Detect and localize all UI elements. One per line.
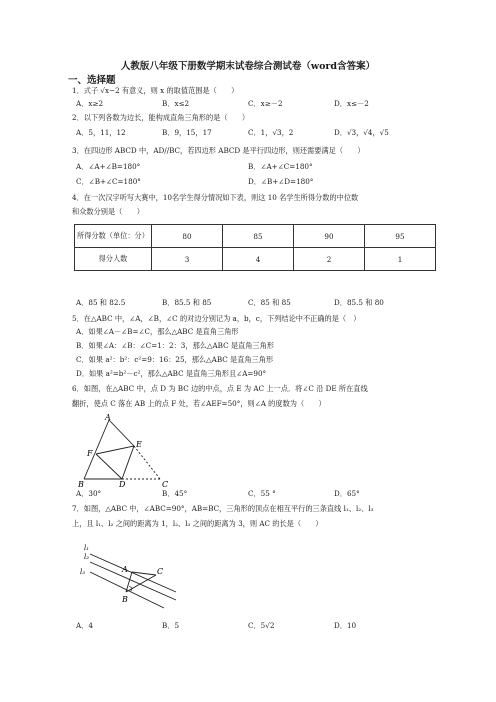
table-cell: 95 [365, 225, 436, 248]
q5-option-b: B．如果∠A：∠B：∠C=1：2：3，那么△ABC 是直角三角形 [76, 341, 274, 350]
table-cell: 85 [223, 225, 294, 248]
q3-option-a: A．∠A+∠B=180° [76, 162, 141, 171]
line-label-l2: l₂ [84, 553, 90, 561]
point-label-e: E [136, 440, 142, 449]
point-label-c: C [157, 567, 164, 576]
q7-stem-line1: 7．如图，△ABC 中，∠ABC=90°，AB=BC，三角形的顶点在相互平行的三条直线 l₁、l₂、l₃ [72, 504, 374, 513]
table-cell: 2 [294, 248, 365, 271]
q2-stem: 2．以下列各数为边长，能构成直角三角形的是（ ） [72, 113, 250, 122]
table-cell: 90 [294, 225, 365, 248]
q4-option-d: D．85.5 和 80 [334, 298, 384, 307]
q2-option-b: B．9，15，17 [162, 128, 212, 137]
q2-option-d: D．√3，√4，√5 [334, 128, 389, 137]
line-label-l3: l₃ [80, 568, 86, 576]
q7-option-a: A．4 [76, 621, 93, 630]
q6-stem-line1: 6．如图，在△ABC 中，点 D 为 BC 边的中点，点 E 为 AC 上一点．将∠C 沿 DE 所在直线 [72, 384, 368, 393]
q4-option-a: A．85 和 82.5 [76, 298, 126, 307]
document-title: 人教版八年级下册数学期末试卷综合测试卷（word含答案） [120, 61, 376, 72]
table-header-cell: 所得分数（单位：分） [75, 225, 152, 248]
table-row-label: 得分人数 [75, 248, 152, 271]
point-label-a: A [122, 565, 128, 574]
q6-option-c: C．55 ° [248, 489, 276, 498]
q1-option-b: B．x≤2 [162, 99, 190, 108]
q3-option-c: C．∠B+∠C=180° [76, 177, 141, 186]
q1-stem: 1．式子 √x−2 有意义，则 x 的取值范围是（ ） [72, 86, 239, 95]
point-label-f: F [87, 449, 93, 458]
q3-option-b: B．∠A+∠C=180° [248, 162, 313, 171]
q4-option-b: B．85.5 和 85 [162, 298, 212, 307]
score-table [74, 224, 436, 271]
q3-option-d: D．∠B+∠D=180° [248, 177, 314, 186]
q6-stem-line2: 翻折，使点 C 落在 AB 上的点 F 处，若∠AEF=50°，则∠A 的度数为（ ） [72, 399, 326, 408]
q3-stem: 3．在四边形 ABCD 中，AD//BC，若四边形 ABCD 是平行四边形，则还需要满足（ ） [72, 146, 365, 155]
q5-stem: 5．在△ABC 中，∠A，∠B，∠C 的对边分别记为 a，b，c，下列结论中不正确的是（ ） [72, 314, 361, 323]
q2-option-c: C．1，√3，2 [248, 128, 294, 137]
q7-parallel-lines-figure [80, 536, 190, 612]
table-row [75, 248, 436, 271]
table-cell: 1 [365, 248, 436, 271]
point-label-d: D [119, 480, 126, 488]
q6-option-b: B．45° [162, 489, 188, 498]
q6-triangle-figure [76, 414, 176, 488]
q1-option-a: A．x≥2 [76, 99, 104, 108]
q2-option-a: A．5，11，12 [76, 128, 126, 137]
table-row [75, 225, 436, 248]
section-heading: 一、选择题 [68, 75, 116, 86]
q5-option-c: C．如果 a²：b²：c²=9：16：25，那么△ABC 是直角三角形 [76, 355, 274, 364]
q1-option-d: D．x≤－2 [334, 99, 369, 108]
q5-option-d: D．如果 a²=b²－c²，那么△ABC 是直角三角形且∠A=90° [76, 369, 267, 378]
q5-option-a: A．如果∠A－∠B=∠C，那么△ABC 是直角三角形 [76, 327, 239, 336]
q6-option-a: A．30° [76, 489, 102, 498]
point-label-c: C [162, 480, 169, 488]
q6-option-d: D．65° [334, 489, 360, 498]
table-cell: 3 [152, 248, 223, 271]
point-label-a: A [105, 414, 111, 422]
q7-option-d: D．10 [334, 621, 357, 630]
q7-stem-line2: 上，且 l₁、l₂ 之间的距离为 1，l₂、l₃ 之间的距离为 3，则 AC 的长是（ ） [72, 519, 323, 528]
table-cell: 80 [152, 225, 223, 248]
point-label-b: B [122, 595, 128, 604]
q7-option-b: B．5 [162, 621, 180, 630]
line-label-l1: l₁ [84, 544, 90, 552]
q4-stem-line1: 4．在一次汉字听写大赛中，10名学生得分情况如下表，则这 10 名学生所得分数的中位数 [72, 193, 359, 202]
table-cell: 4 [223, 248, 294, 271]
q1-option-c: C．x≥－2 [248, 99, 283, 108]
q4-stem-line2: 和众数分别是（ ） [72, 207, 144, 216]
q4-option-c: C．85 和 85 [248, 298, 291, 307]
q7-option-c: C．5√2 [248, 621, 275, 630]
point-label-b: B [78, 480, 84, 488]
